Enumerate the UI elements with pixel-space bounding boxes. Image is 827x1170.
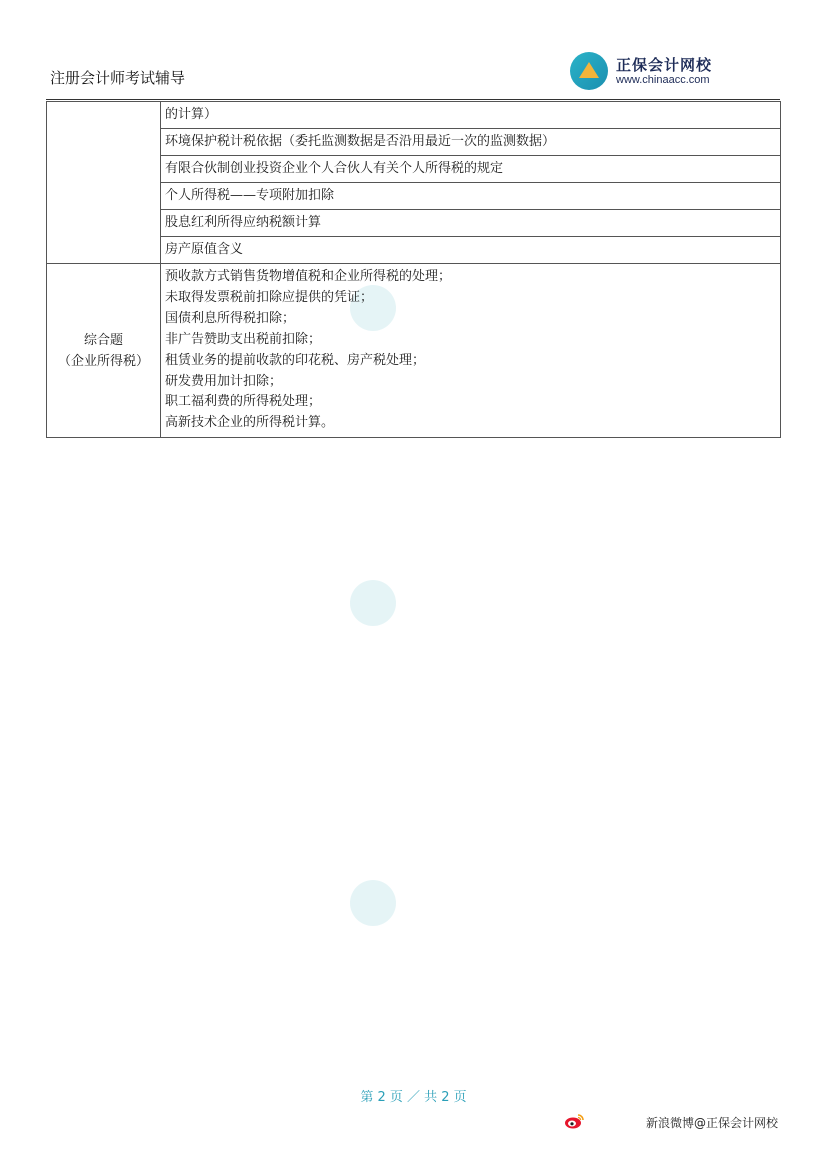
topic-line: 职工福利费的所得税处理；: [165, 394, 322, 410]
topic-item: 的计算）: [161, 102, 781, 129]
watermark: [350, 520, 500, 660]
topic-table: [46, 101, 781, 438]
watermark: [350, 820, 500, 960]
table-row: [47, 102, 781, 129]
watermark-logo-icon: [350, 880, 396, 926]
topic-line: 非广告赞助支出税前扣除；: [165, 331, 322, 347]
weibo-icon: [564, 1113, 584, 1129]
topic-line: 研发费用加计扣除；: [165, 373, 283, 389]
topic-list-cell: [161, 264, 781, 438]
table-row: [47, 264, 781, 438]
category-cell: [47, 102, 161, 264]
logo-url: www.chinaacc.com: [616, 74, 710, 86]
topic-line: 租赁业务的提前收款的印花税、房产税处理；: [165, 352, 426, 368]
topic-line: 国债利息所得税扣除；: [165, 310, 296, 326]
topic-item: 有限合伙制创业投资企业个人合伙人有关个人所得税的规定: [161, 156, 781, 183]
topic-item: 个人所得税——专项附加扣除: [161, 183, 781, 210]
brand-logo: [570, 50, 730, 92]
category-sublabel: （企业所得税）: [57, 353, 149, 369]
page-number: 第 2 页 ／ 共 2 页: [360, 1090, 467, 1105]
header-divider: [46, 99, 780, 100]
logo-emblem-icon: [570, 52, 608, 90]
logo-name: 正保会计网校: [616, 56, 713, 74]
weibo-handle: 新浪微博@正保会计网校: [646, 1116, 779, 1130]
topic-item: 环境保护税计税依据（委托监测数据是否沿用最近一次的监测数据）: [161, 129, 781, 156]
category-cell: [47, 264, 161, 438]
header-title: 注册会计师考试辅导: [50, 69, 186, 87]
topic-item: 房产原值含义: [161, 237, 781, 264]
topic-item: 股息红利所得应纳税额计算: [161, 210, 781, 237]
topic-line: 高新技术企业的所得税计算。: [165, 415, 335, 431]
topic-line: 预收款方式销售货物增值税和企业所得税的处理；: [165, 269, 452, 284]
category-label: 综合题: [83, 332, 123, 348]
topic-line: 未取得发票税前扣除应提供的凭证；: [165, 289, 374, 305]
watermark-logo-icon: [350, 580, 396, 626]
